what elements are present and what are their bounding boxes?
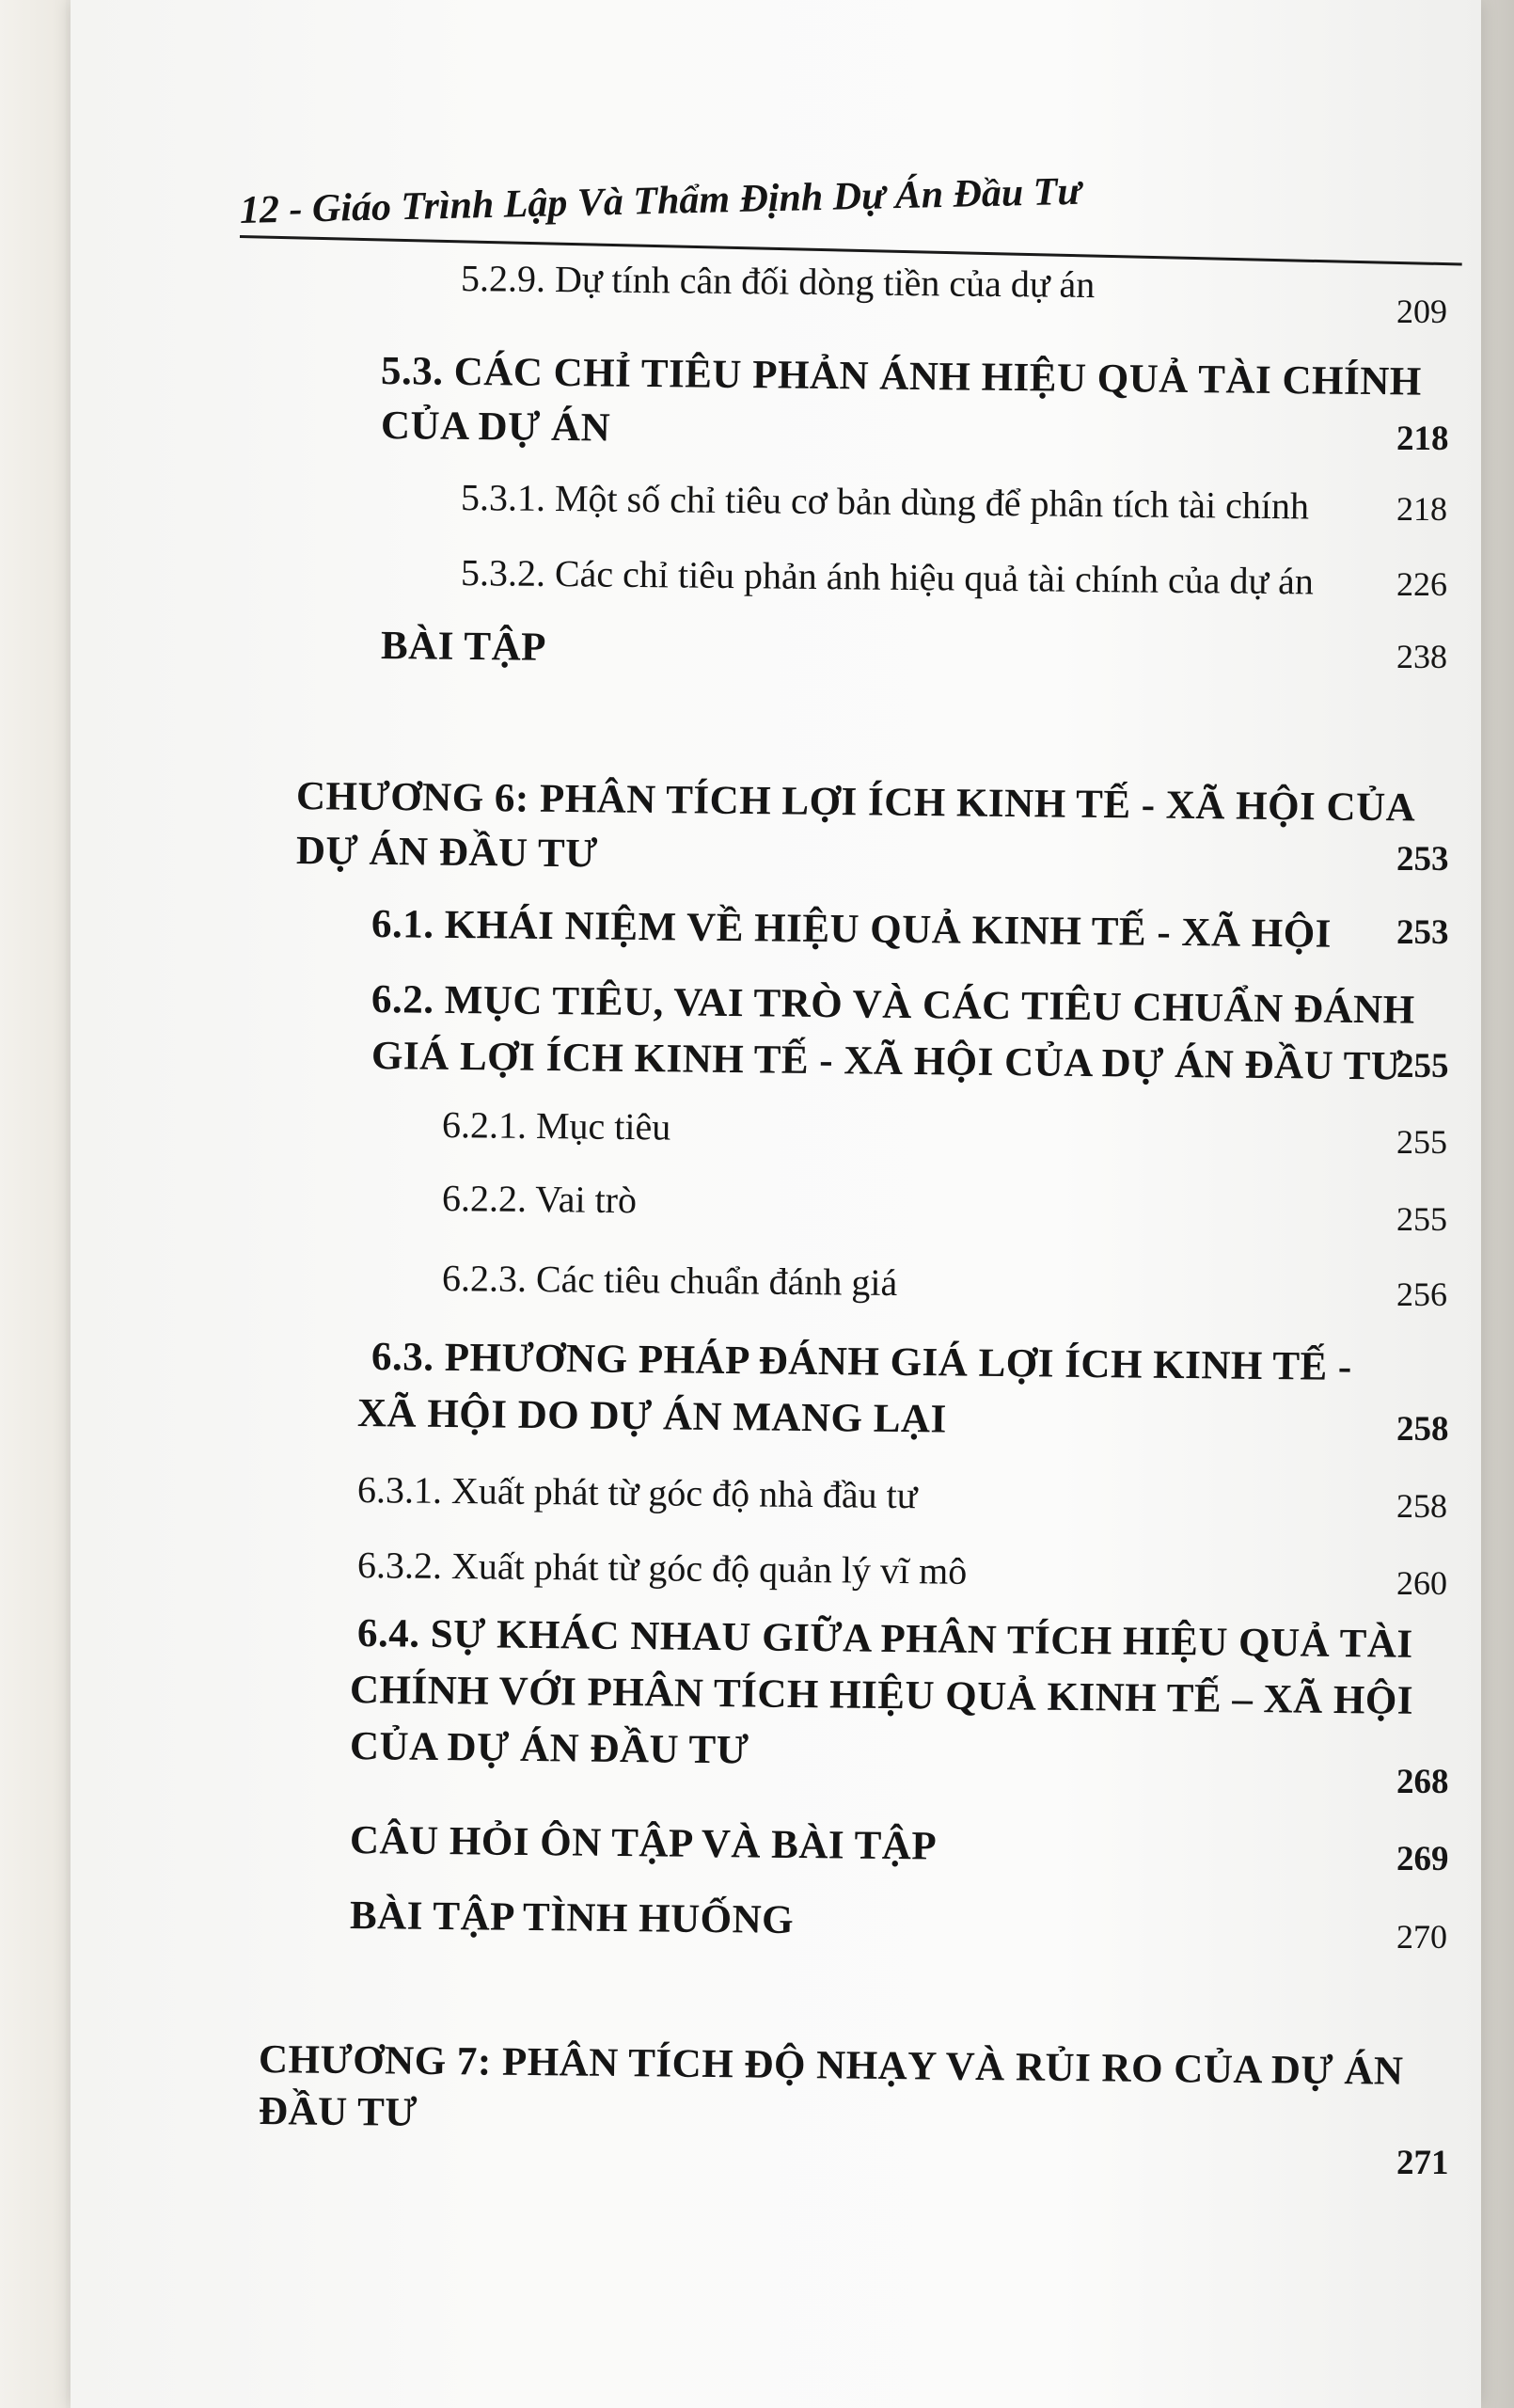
toc-entry-title: 5.2.9. Dự tính cân đối dòng tiền của dự án [460,257,1096,307]
toc-section-title-cont: CỦA DỰ ÁN ĐẦU TƯ [349,1724,749,1773]
toc-chapter-title-cont: DỰ ÁN ĐẦU TƯ [295,829,599,877]
toc-section-title: BÀI TẬP [380,624,547,670]
toc-entry-title: 6.3.2. Xuất phát từ góc độ quản lý vĩ mô [356,1544,968,1592]
toc-section-title: 6.1. KHÁI NIỆM VỀ HIỆU QUẢ KINH TẾ - XÃ HỘI [371,902,1333,957]
toc-entry-title: 6.3.1. Xuất phát từ góc độ nhà đầu tư [356,1468,918,1517]
toc-entry-title: 5.3.1. Một số chỉ tiêu cơ bản dùng để phân tích tài chính [460,476,1310,528]
toc-entry-page: 260 [1396,1564,1447,1602]
toc-section-title: CÂU HỎI ÔN TẬP VÀ BÀI TẬP [349,1818,938,1869]
toc-section-title-cont: GIÁ LỢI ÍCH KINH TẾ - XÃ HỘI CỦA DỰ ÁN ĐẦU TƯ [371,1034,1404,1089]
toc-section-title: 5.3. CÁC CHỈ TIÊU PHẢN ÁNH HIỆU QUẢ TÀI CHÍNH [380,349,1422,404]
toc-entry-page: 218 [1396,490,1447,528]
toc-entry-page: 255 [1396,1200,1447,1238]
toc-entry-title: 6.2.3. Các tiêu chuẩn đánh giá [441,1257,898,1305]
toc-entry-page: 255 [1396,1047,1449,1085]
toc-entry-page: 255 [1396,1123,1447,1161]
background-left [0,0,66,2408]
toc-section-title: 6.2. MỤC TIÊU, VAI TRÒ VÀ CÁC TIÊU CHUẨN ĐÁNH [371,977,1415,1033]
toc-section-title-cont: CHÍNH VỚI PHÂN TÍCH HIỆU QUẢ KINH TẾ – XÃ HỘI [349,1668,1414,1723]
toc-entry-page: 258 [1396,1410,1449,1449]
toc-entry-page: 258 [1396,1487,1447,1525]
toc-section-title-cont: XÃ HỘI DO DỰ ÁN MANG LẠI [356,1391,947,1442]
toc-chapter-title: CHƯƠNG 6: PHÂN TÍCH LỢI ÍCH KINH TẾ - XÃ HỘI CỦA [295,774,1416,831]
toc-entry-title: 6.2.1. Mục tiêu [441,1103,671,1149]
toc-entry-page: 238 [1396,638,1447,675]
toc-entry-page: 269 [1396,1840,1449,1878]
toc-entry-page: 253 [1396,913,1449,952]
toc-entry-page: 256 [1396,1275,1447,1313]
running-header: 12 - Giáo Trình Lập Và Thẩm Định Dự Án Đầu Tư [239,169,1082,232]
toc-entry-title: 5.3.2. Các chỉ tiêu phản ánh hiệu quả tài chính của dự án [460,551,1315,603]
toc-entry-page: 218 [1396,420,1449,458]
toc-entry-page: 268 [1396,1763,1449,1801]
toc-entry-page: 270 [1396,1918,1447,1956]
toc-entry-page: 226 [1396,565,1447,603]
toc-chapter-title-cont: ĐẦU TƯ [258,2089,418,2135]
toc-section-title: 6.3. PHƯƠNG PHÁP ĐÁNH GIÁ LỢI ÍCH KINH TẾ - [371,1335,1353,1389]
toc-chapter-title: CHƯƠNG 7: PHÂN TÍCH ĐỘ NHẠY VÀ RỦI RO CỦA DỰ ÁN [258,2037,1404,2094]
toc-entry-page: 271 [1396,2144,1449,2182]
toc-section-title: BÀI TẬP TÌNH HUỐNG [349,1893,795,1942]
toc-entry-page: 209 [1396,293,1447,330]
toc-entry-page: 253 [1396,840,1449,879]
toc-entry-title: 6.2.2. Vai trò [441,1177,638,1222]
toc-section-title: 6.4. SỰ KHÁC NHAU GIỮA PHÂN TÍCH HIỆU QUẢ TÀI [356,1611,1413,1667]
toc-section-title-cont: CỦA DỰ ÁN [380,404,611,451]
